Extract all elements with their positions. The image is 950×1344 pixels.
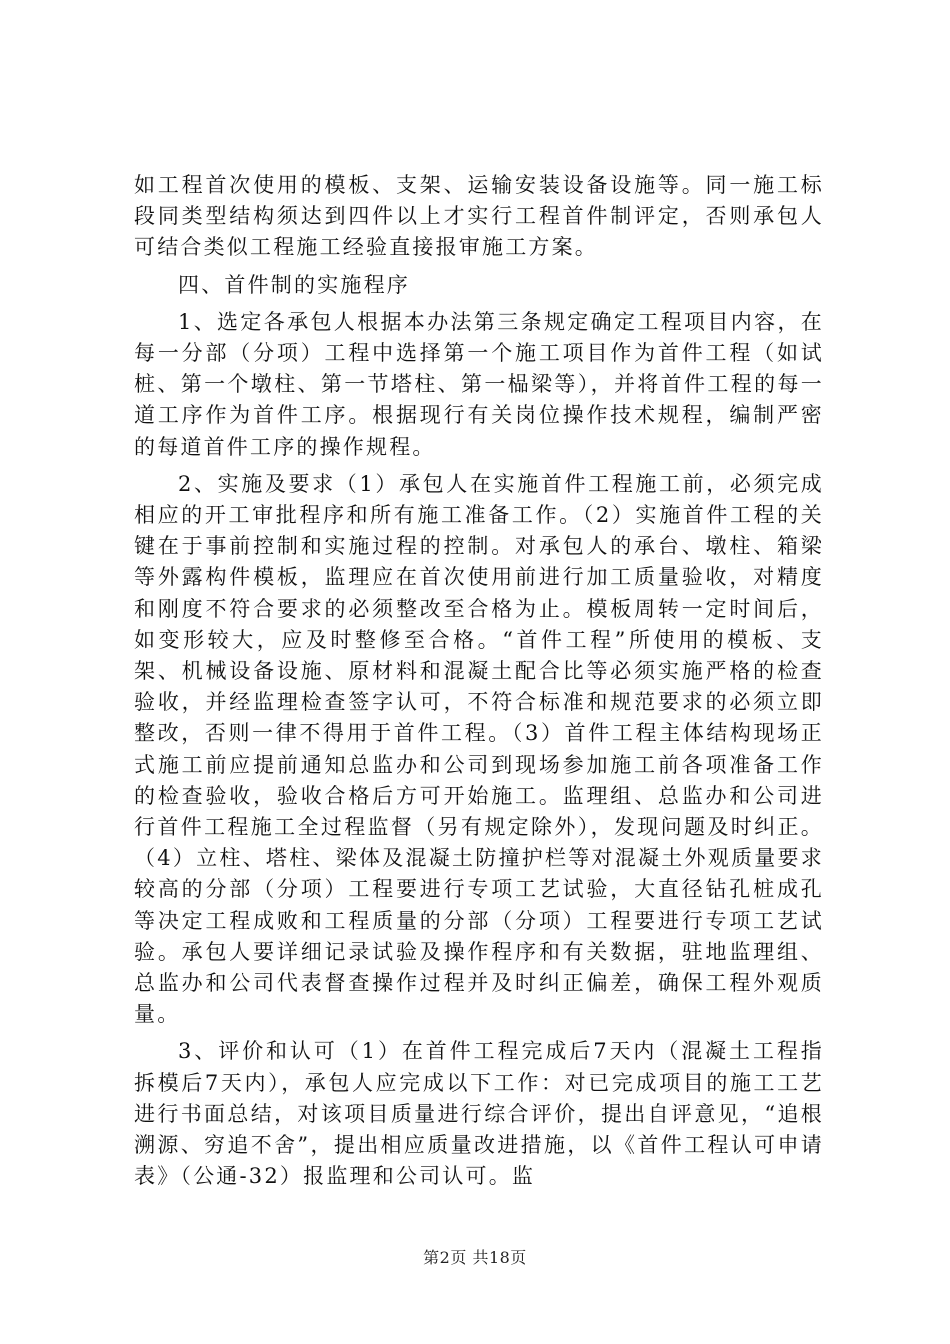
paragraph-implementation: 2、实施及要求（1）承包人在实施首件工程施工前，必须完成相应的开工审批程序和所有施工准备工作。（2）实施首件工程的关键在于事前控制和实施过程的控制。对承包人的承台、墩柱、箱梁等外露构件模板，监理应在首次使用前进行加工质量验收，对精度和刚度不符合要求的必须整改至合格为止。模板周转一定时间后，如变形较大，应及时整修至合格。“首件工程”所使用的模板、支架、机械设备设施、原材料和混凝土配合比等必须实施严格的检查验收，并经监理检查签字认可，不符合标准和规范要求的必须立即整改，否则一律不得用于首件工程。（3）首件工程主体结构现场正式施工前应提前通知总监办和公司到现场参加施工前各项准备工作的检查验收，验收合格后方可开始施工。监理组、总监办和公司进行首件工程施工全过程监督（另有规定除外），发现问题及时纠正。（4）立柱、塔柱、梁体及混凝土防撞护栏等对混凝土外观质量要求较高的分部（分项）工程要进行专项工艺试验，大直径钻孔桩成孔等决定工程成败和工程质量的分部（分项）工程要进行专项工艺试验。承包人要详细记录试验及操作程序和有关数据，驻地监理组、总监办和公司代表督查操作过程并及时纠正偏差，确保工程外观质量。: [134, 471, 824, 1027]
page-footer: 第2页 共18页: [423, 1248, 527, 1267]
section-heading: 四、首件制的实施程序: [178, 272, 410, 297]
paragraph-selection: 1、选定各承包人根据本办法第三条规定确定工程项目内容，在每一分部（分项）工程中选择第一个施工项目作为首件工程（如试桩、第一个墩柱、第一节塔柱、第一榀梁等），并将首件工程的每一道工序作为首件工序。根据现行有关岗位操作技术规程，编制严密的每道首件工序的操作规程。: [134, 309, 824, 459]
paragraph-continuation: 如工程首次使用的模板、支架、运输安装设备设施等。同一施工标段同类型结构须达到四件以上才实行工程首件制评定，否则承包人可结合类似工程施工经验直接报审施工方案。: [134, 173, 824, 260]
document-body: [134, 170, 824, 1199]
paragraph-evaluation: 3、评价和认可（1）在首件工程完成后7天内（混凝土工程指拆模后7天内），承包人应完成以下工作：对已完成项目的施工工艺进行书面总结，对该项目质量进行综合评价，提出自评意见，“追根溯源、穷追不舍”，提出相应质量改进措施，以《首件工程认可申请表》（公通-32）报监理和公司认可。监: [134, 1039, 824, 1189]
